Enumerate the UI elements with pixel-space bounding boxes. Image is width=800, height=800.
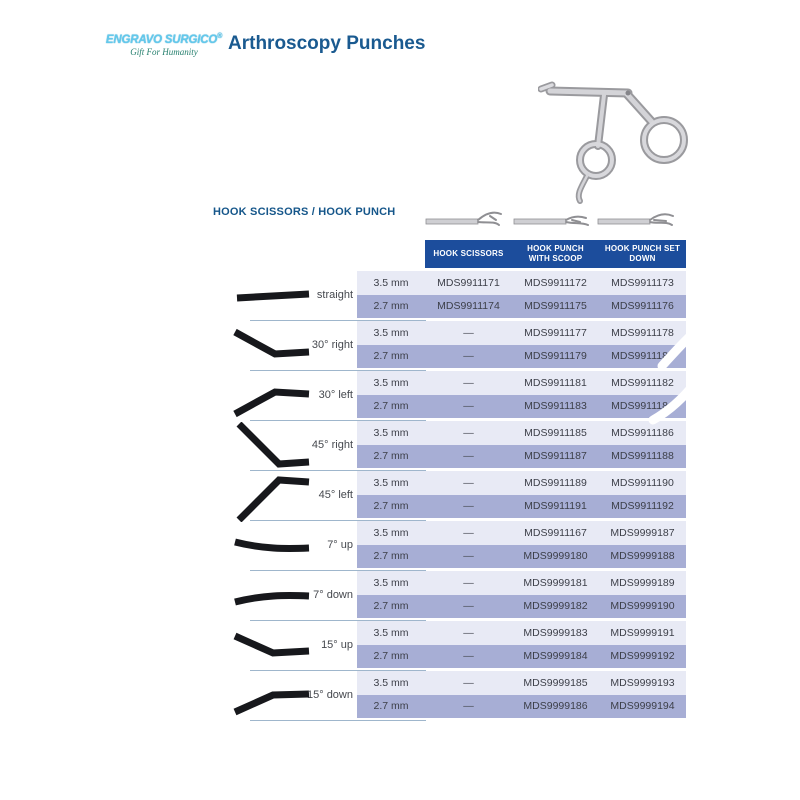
- tip-angle-shape-30-right: [223, 322, 318, 372]
- catalog-number-cell: MDS9911172: [524, 276, 587, 289]
- catalog-number-cell: MDS9999185: [523, 676, 588, 689]
- tip-angle-shape-straight: [223, 272, 318, 322]
- catalog-number-cell: MDS9999188: [610, 550, 675, 563]
- table-row: [357, 621, 686, 645]
- catalog-number-cell: MDS9911191: [524, 500, 587, 513]
- catalog-number-cell: MDS9999181: [523, 576, 588, 589]
- table-row: [357, 521, 686, 545]
- size-cell: 2.7 mm: [373, 500, 409, 513]
- catalog-number-cell: MDS9911180: [611, 350, 674, 363]
- catalog-number-cell: MDS9911182: [611, 376, 674, 389]
- catalog-number-cell: MDS9999193: [610, 676, 675, 689]
- tip-angle-shape-7-down: [223, 572, 318, 622]
- catalog-number-cell: —: [463, 626, 474, 639]
- group-label-straight: straight: [316, 288, 353, 301]
- catalog-number-cell: —: [463, 650, 474, 663]
- product-group-45-right: [215, 421, 686, 471]
- catalog-number-cell: MDS9999189: [610, 576, 675, 589]
- table-row: [357, 395, 686, 419]
- catalog-number-cell: MDS9999187: [610, 526, 675, 539]
- group-separator-line: [250, 720, 426, 721]
- catalog-number-cell: —: [463, 426, 474, 439]
- catalog-number-cell: MDS9911186: [611, 426, 674, 439]
- hook-punch-set-down-tip-icon: [596, 208, 676, 234]
- catalog-number-cell: MDS9999180: [523, 550, 588, 563]
- column-header-line2: DOWN: [629, 254, 656, 263]
- table-row: [357, 645, 686, 669]
- group-label-30-left: 30° left: [318, 388, 353, 401]
- catalog-number-cell: MDS9999194: [610, 700, 675, 713]
- table-row: [357, 321, 686, 345]
- size-cell: 3.5 mm: [373, 426, 409, 439]
- size-cell: 2.7 mm: [373, 600, 409, 613]
- tip-angle-shape-45-right: [223, 422, 318, 472]
- size-cell: 2.7 mm: [373, 550, 409, 563]
- table-header-band: [425, 240, 686, 268]
- punch-handle-illustration: [538, 72, 748, 207]
- column-header-hook-scissors: [425, 240, 512, 268]
- catalog-number-cell: —: [463, 500, 474, 513]
- product-group-15-up: [215, 621, 686, 671]
- catalog-number-cell: —: [463, 550, 474, 563]
- tip-angle-shape-30-left: [223, 372, 318, 422]
- group-label-15-up: 15° up: [321, 638, 353, 651]
- group-label-7-down: 7° down: [313, 588, 353, 601]
- table-row: [357, 571, 686, 595]
- catalog-number-cell: —: [463, 576, 474, 589]
- catalog-number-cell: MDS9911183: [524, 400, 587, 413]
- table-row: [357, 371, 686, 395]
- catalog-number-cell: MDS9911179: [524, 350, 587, 363]
- product-group-30-left: [215, 371, 686, 421]
- catalog-number-cell: MDS9911178: [611, 326, 674, 339]
- product-group-7-down: [215, 571, 686, 621]
- table-row: [357, 671, 686, 695]
- group-label-45-right: 45° right: [311, 438, 353, 451]
- catalog-number-cell: MDS9911187: [524, 450, 587, 463]
- hook-punch-with-scoop-tip-icon: [512, 208, 592, 234]
- group-label-15-down: 15° down: [307, 688, 353, 701]
- catalog-number-cell: MDS9999186: [523, 700, 588, 713]
- column-header-line2: WITH SCOOP: [528, 254, 583, 263]
- table-row: [357, 595, 686, 619]
- product-table: [215, 271, 686, 721]
- catalog-number-cell: MDS9911177: [524, 326, 587, 339]
- brand-name: ENGRAVO SURGICO®: [105, 33, 223, 46]
- catalog-number-cell: MDS9911174: [437, 300, 500, 313]
- size-cell: 2.7 mm: [373, 300, 409, 313]
- size-cell: 3.5 mm: [373, 676, 409, 689]
- section-title: HOOK SCISSORS / HOOK PUNCH: [213, 206, 396, 218]
- size-cell: 3.5 mm: [373, 526, 409, 539]
- page-title: Arthroscopy Punches: [228, 33, 426, 54]
- catalog-number-cell: —: [463, 376, 474, 389]
- size-cell: 2.7 mm: [373, 700, 409, 713]
- product-group-7-up: [215, 521, 686, 571]
- catalog-number-cell: —: [463, 326, 474, 339]
- column-header-hook-punch-set: [599, 240, 686, 268]
- table-row: [357, 421, 686, 445]
- table-row: [357, 695, 686, 719]
- group-label-30-right: 30° right: [311, 338, 353, 351]
- product-group-45-left: [215, 471, 686, 521]
- catalog-number-cell: MDS9911185: [524, 426, 587, 439]
- table-row: [357, 495, 686, 519]
- catalog-number-cell: MDS9911190: [611, 476, 674, 489]
- catalog-number-cell: MDS9911173: [611, 276, 674, 289]
- catalog-number-cell: MDS9911184: [611, 400, 674, 413]
- table-row: [357, 271, 686, 295]
- brand-logo: [104, 33, 224, 57]
- table-row: [357, 471, 686, 495]
- column-header-line1: HOOK PUNCH: [527, 244, 584, 253]
- catalog-number-cell: —: [463, 600, 474, 613]
- size-cell: 3.5 mm: [373, 326, 409, 339]
- group-label-7-up: 7° up: [327, 538, 353, 551]
- catalog-number-cell: —: [463, 526, 474, 539]
- catalog-number-cell: MDS9911176: [611, 300, 674, 313]
- catalog-number-cell: MDS9999183: [523, 626, 588, 639]
- catalog-number-cell: —: [463, 676, 474, 689]
- catalog-number-cell: MDS9911188: [611, 450, 674, 463]
- catalog-number-cell: MDS9911171: [437, 276, 500, 289]
- catalog-number-cell: —: [463, 350, 474, 363]
- size-cell: 3.5 mm: [373, 626, 409, 639]
- catalog-number-cell: MDS9999184: [523, 650, 588, 663]
- size-cell: 3.5 mm: [373, 476, 409, 489]
- catalog-number-cell: MDS9911167: [524, 526, 587, 539]
- catalog-number-cell: MDS9911189: [524, 476, 587, 489]
- catalog-number-cell: MDS9999182: [523, 600, 588, 613]
- catalog-number-cell: MDS9911175: [524, 300, 587, 313]
- catalog-number-cell: —: [463, 700, 474, 713]
- product-group-straight: [215, 271, 686, 321]
- registered-mark: ®: [217, 33, 223, 40]
- catalog-number-cell: —: [463, 400, 474, 413]
- tip-angle-shape-15-up: [223, 622, 318, 672]
- table-row: [357, 445, 686, 469]
- tip-angle-shape-15-down: [223, 672, 318, 722]
- size-cell: 2.7 mm: [373, 450, 409, 463]
- column-header-hook-punch: [512, 240, 599, 268]
- catalog-number-cell: —: [463, 476, 474, 489]
- size-cell: 2.7 mm: [373, 350, 409, 363]
- catalog-number-cell: MDS9999191: [610, 626, 675, 639]
- catalog-number-cell: MDS9999192: [610, 650, 675, 663]
- size-cell: 2.7 mm: [373, 400, 409, 413]
- group-label-45-left: 45° left: [318, 488, 353, 501]
- catalog-number-cell: MDS9911192: [611, 500, 674, 513]
- table-row: [357, 295, 686, 319]
- size-cell: 3.5 mm: [373, 576, 409, 589]
- catalog-number-cell: —: [463, 450, 474, 463]
- hook-scissors-tip-icon: [424, 208, 504, 234]
- tip-angle-shape-7-up: [223, 522, 318, 572]
- brand-tagline: Gift For Humanity: [130, 46, 198, 57]
- product-group-30-right: [215, 321, 686, 371]
- table-row: [357, 545, 686, 569]
- table-row: [357, 345, 686, 369]
- size-cell: 3.5 mm: [373, 276, 409, 289]
- product-group-15-down: [215, 671, 686, 721]
- column-header-line1: HOOK SCISSORS: [433, 249, 504, 258]
- catalog-number-cell: MDS9911181: [524, 376, 587, 389]
- column-header-line1: HOOK PUNCH SET: [604, 244, 681, 253]
- size-cell: 3.5 mm: [373, 376, 409, 389]
- catalog-number-cell: MDS9999190: [610, 600, 675, 613]
- size-cell: 2.7 mm: [373, 650, 409, 663]
- tip-angle-shape-45-left: [223, 472, 318, 522]
